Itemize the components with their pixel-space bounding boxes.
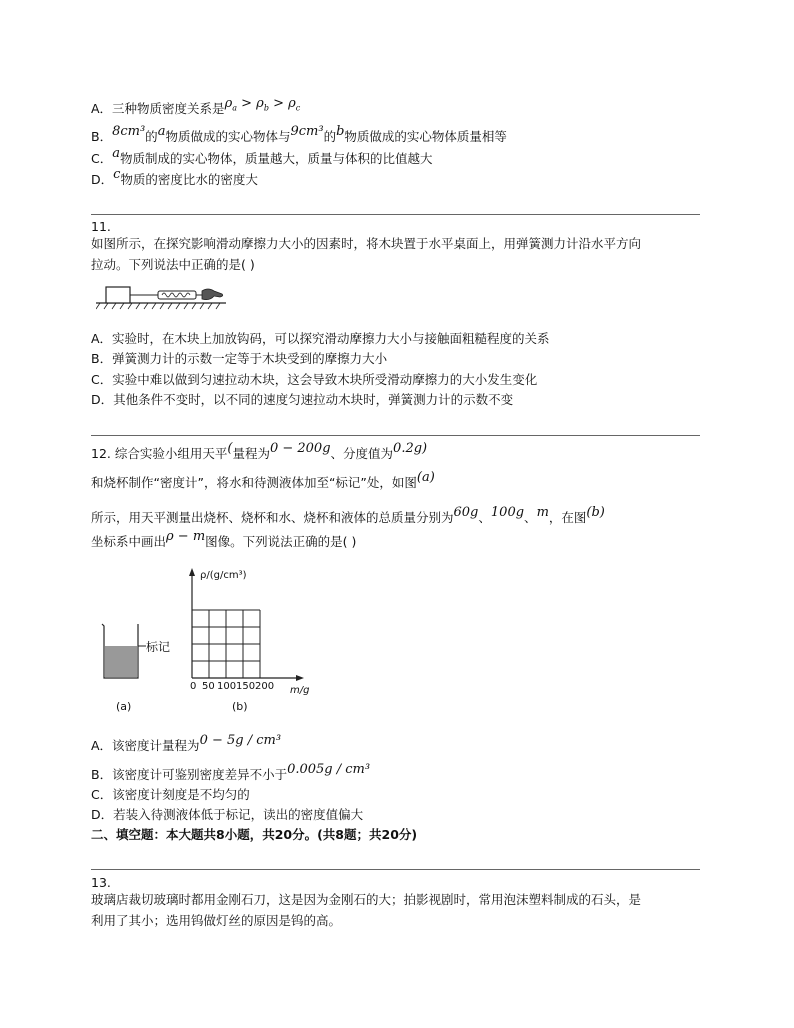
marker-label: 标记 bbox=[146, 640, 171, 654]
q12-stem-line1: 12. 综合实验小组用天平(量程为0 − 200g、分度值为0.2g) bbox=[91, 441, 428, 461]
hand-icon bbox=[202, 289, 223, 300]
x-tick: 100 bbox=[217, 681, 237, 692]
q12-stem-line3: 所示，用天平测量出烧杯、烧杯和水、烧杯和液体的总质量分别为60g、100g、m，在图(b) bbox=[91, 505, 605, 525]
q10-option-a: A．三种物质密度关系是$\rho_a > \rho_b > \rho_c$ bbox=[91, 96, 301, 116]
q11-stem-line1: 如图所示，在探究影响滑动摩擦力大小的因素时，将木块置于水平桌面上，用弹簧测力计沿水平方向 bbox=[91, 236, 642, 251]
q12-option-b: B．该密度计可鉴别密度差异不小于0.005g / cm³ bbox=[91, 762, 371, 782]
x-tick: 50 bbox=[202, 681, 215, 692]
caption-a: (a) bbox=[116, 700, 132, 713]
q10-option-c: C．a物质制成的实心物体，质量越大，质量与体积的比值越大 bbox=[91, 146, 433, 166]
q13-line2: 利用了其小；选用钨做灯丝的原因是钨的高。 bbox=[91, 913, 342, 928]
section-heading: 二、填空题：本大题共8小题，共20分。(共8题；共20分) bbox=[91, 827, 418, 842]
wood-block bbox=[106, 287, 130, 303]
beaker-figure bbox=[96, 620, 186, 716]
q13-number: 13. bbox=[91, 875, 111, 890]
spring-scale-figure bbox=[96, 282, 228, 314]
q11-option-b: B．弹簧测力计的示数一定等于木块受到的摩擦力大小 bbox=[91, 351, 388, 366]
q11-option-c: C．实验中难以做到匀速拉动木块，这会导致木块所受滑动摩擦力的大小发生变化 bbox=[91, 372, 538, 387]
coordinate-grid-figure bbox=[186, 566, 326, 718]
q11-number: 11. bbox=[91, 219, 111, 234]
q11-option-d: D．其他条件不变时，以不同的速度匀速拉动木块时，弹簧测力计的示数不变 bbox=[91, 392, 514, 407]
density-relation-math: $\rho_a > \rho_b > \rho_c$ bbox=[224, 96, 301, 113]
separator bbox=[91, 214, 700, 215]
q13-line1: 玻璃店裁切玻璃时都用金刚石刀，这是因为金刚石的大；拍影视剧时，常用泡沫塑料制成的石头，是 bbox=[91, 892, 642, 907]
x-axis-label: m/g bbox=[290, 685, 310, 696]
q10-option-d: D．c物质的密度比水的密度大 bbox=[91, 167, 258, 187]
q10-option-b: B．8cm³的a物质做成的实心物体与9cm³的b物质做成的实心物体质量相等 bbox=[91, 124, 507, 144]
caption-b: (b) bbox=[232, 700, 248, 713]
y-axis-label: ρ/(g/cm³) bbox=[200, 570, 247, 581]
q12-option-d: D．若装入待测液体低于标记，读出的密度值偏大 bbox=[91, 807, 364, 822]
x-tick: 200 bbox=[255, 681, 275, 692]
q12-stem-line2: 和烧杯制作“密度计”，将水和待测液体加至“标记”处，如图(a) bbox=[91, 470, 435, 490]
x-tick: 0 bbox=[190, 681, 197, 692]
x-tick: 150 bbox=[236, 681, 256, 692]
q12-option-a: A．该密度计量程为0 − 5g / cm³ bbox=[91, 733, 282, 753]
q11-stem-line2: 拉动。下列说法中正确的是( ) bbox=[91, 257, 255, 272]
liquid bbox=[105, 646, 137, 677]
separator bbox=[91, 869, 700, 870]
separator bbox=[91, 435, 700, 436]
q12-stem-line4: 坐标系中画出ρ − m图像。下列说法正确的是( ) bbox=[91, 529, 357, 549]
spring-scale bbox=[158, 291, 196, 299]
q12-option-c: C．该密度计刻度是不均匀的 bbox=[91, 787, 250, 802]
q11-option-a: A．实验时，在木块上加放钩码，可以探究滑动摩擦力大小与接触面粗糙程度的关系 bbox=[91, 331, 550, 346]
